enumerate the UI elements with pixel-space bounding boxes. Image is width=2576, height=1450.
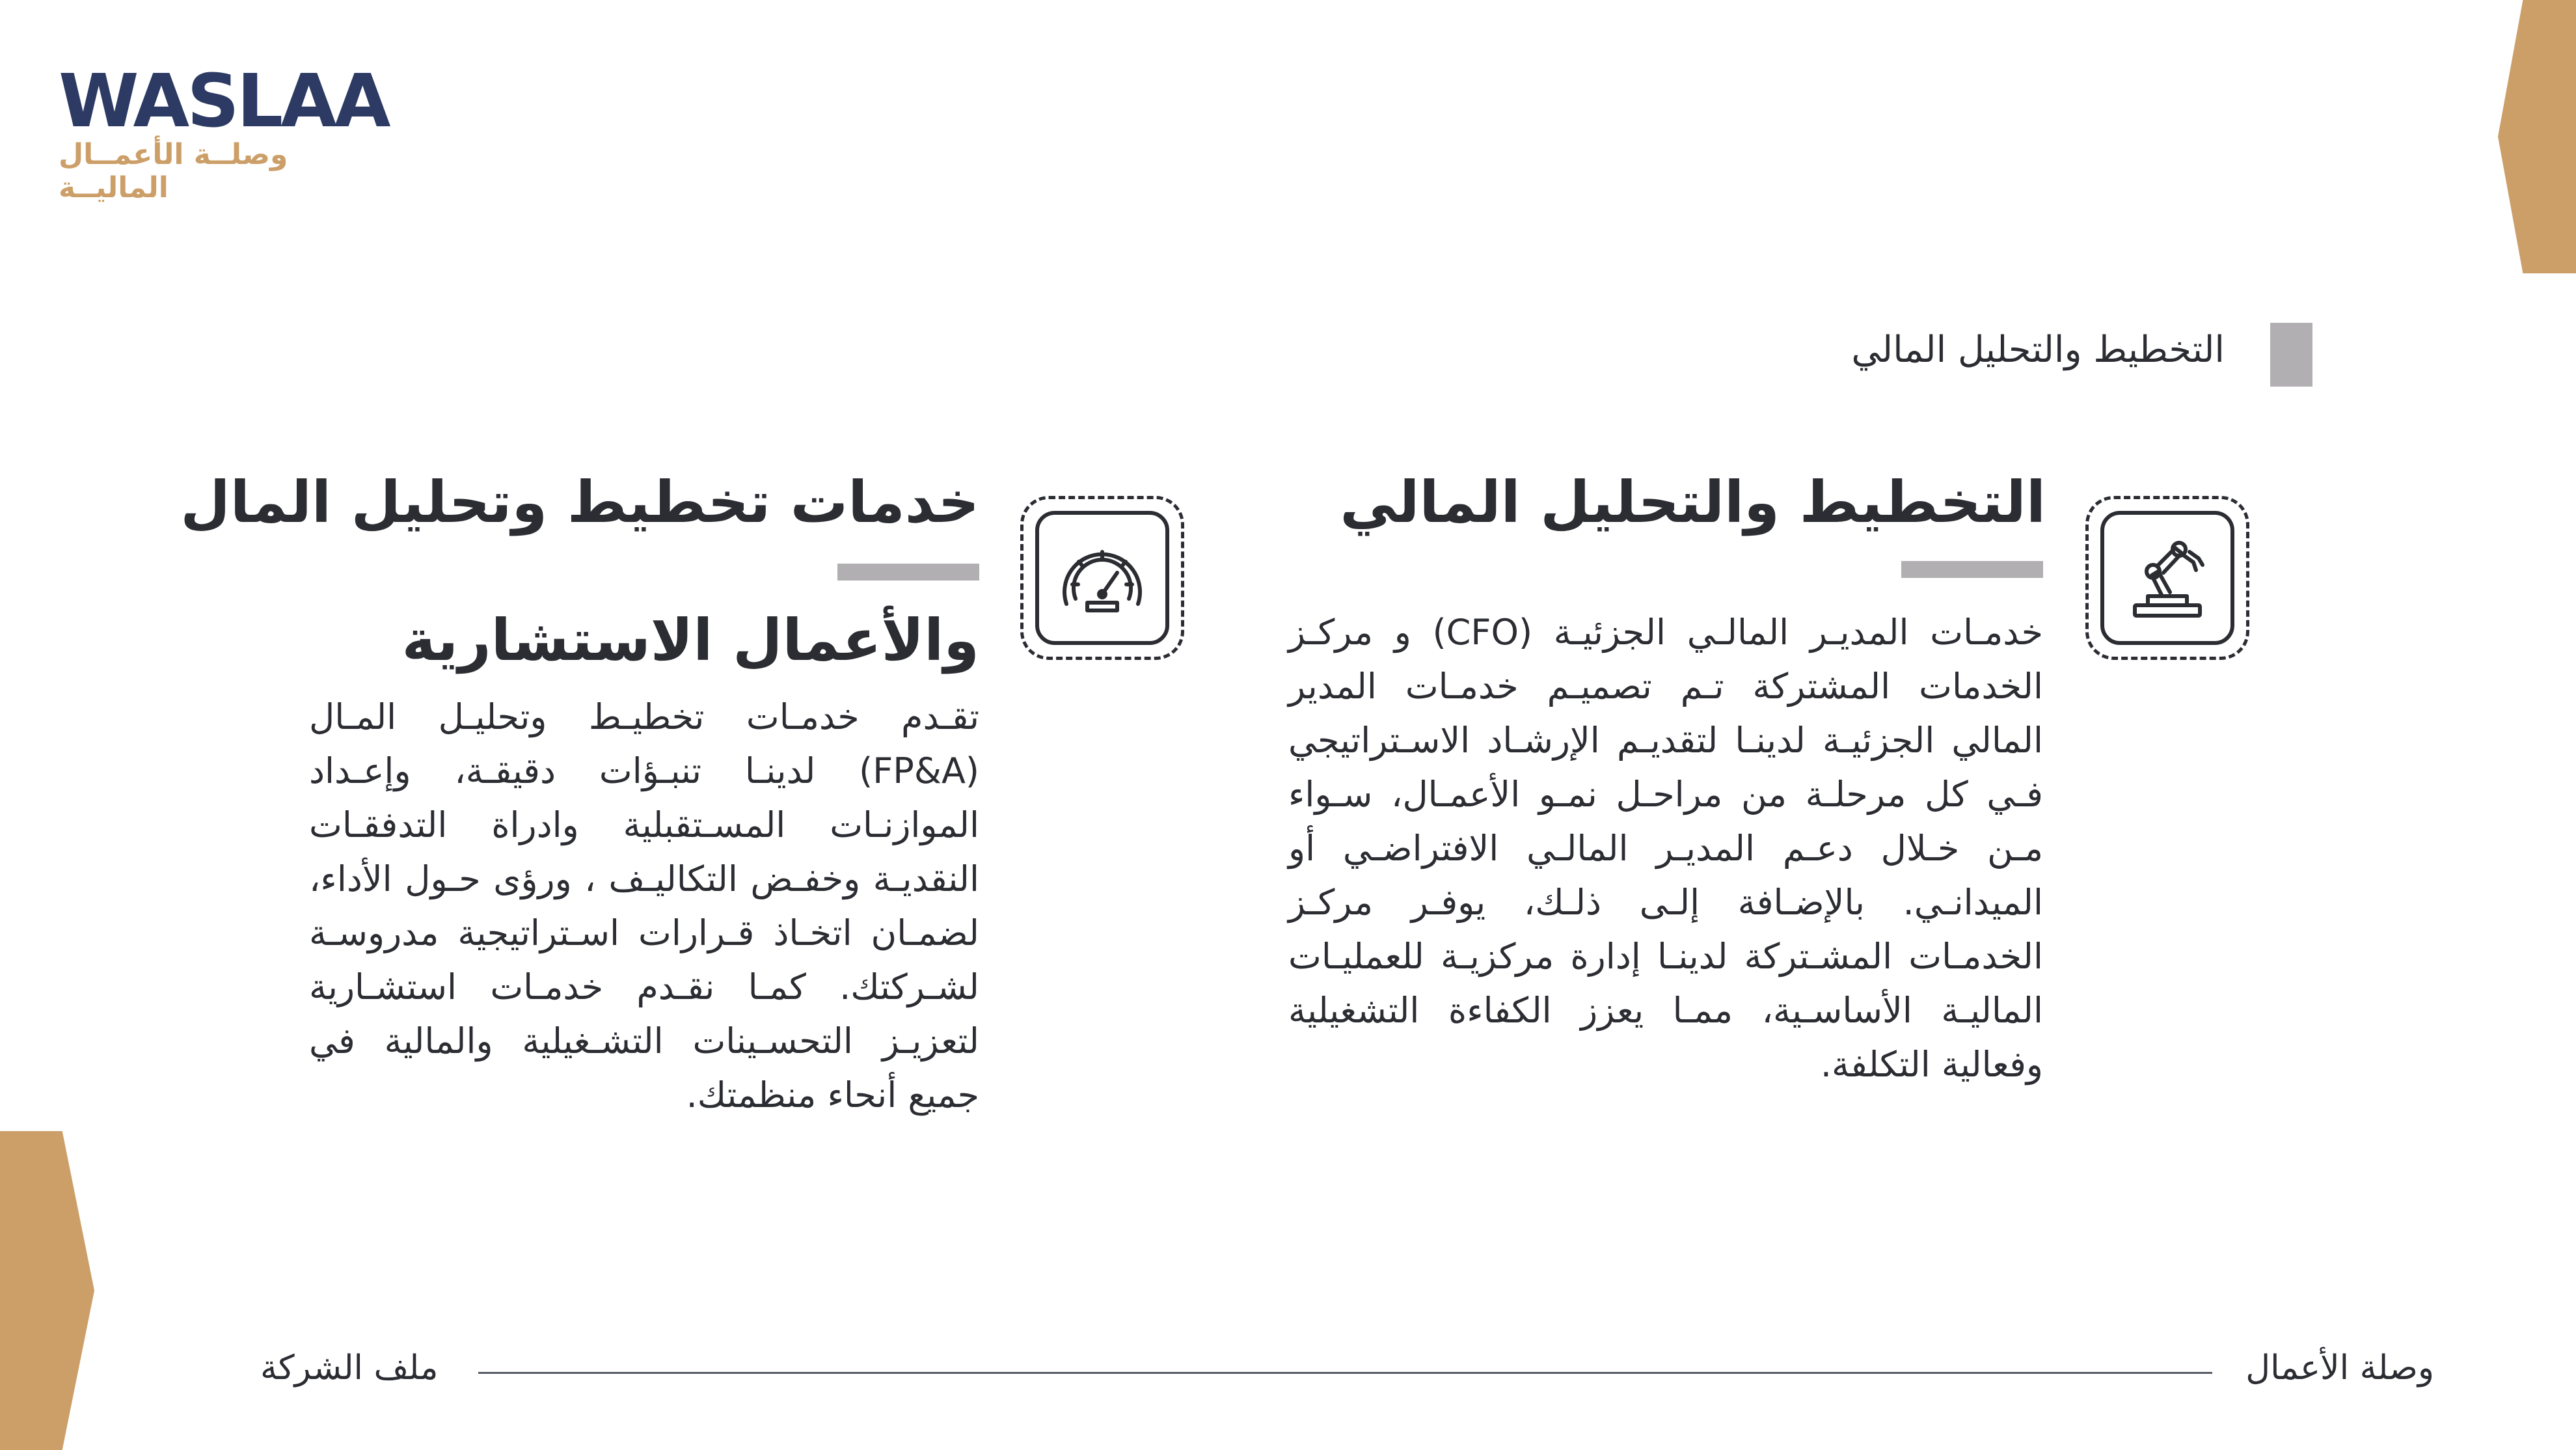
section-marker	[2270, 323, 2312, 387]
decorative-shape-bottom-left	[0, 1131, 94, 1450]
right-block-body: خدمـات المديـر المالـي الجزئيـة (CFO) و مركـز الخدمات المشتركة تـم تصميـم خدمـات المدير المالي الجزئيـة لدينـا لتقديـم الإرشـاد الاسـتراتيجي فـي كل مرحلـة من مراحـل نمـو الأعمـال، سـواء مـن خـلال دعـم المديـر المالـي الافتراضـي أو الميدانـي. بالإضـافة إلـى ذلـك، يوفـر مركـز الخدمـات المشـتركة لدينـا إدارة مركزيـة للعمليـات الماليـة الأساسـية، ممـا يعزز الكفاءة التشغيلية وفعالية التكلفة.	[1288, 612, 2043, 1085]
left-block-heading-line1: خدمات تخطيط وتحليل المال	[180, 469, 979, 536]
left-block-heading-line2: والأعمال الاستشارية	[401, 607, 979, 674]
right-heading-underline	[1901, 561, 2043, 578]
decorative-shape-top-right	[2498, 0, 2576, 273]
robot-arm-icon	[2122, 532, 2213, 623]
section-title: التخطيط والتحليل المالي	[1851, 329, 2225, 371]
logo-subtitle: وصلــة الأعمــال الماليــة	[59, 138, 288, 204]
footer-divider	[478, 1372, 2212, 1374]
speedometer-icon	[1053, 532, 1151, 623]
right-block-heading: التخطيط والتحليل المالي	[1340, 469, 2046, 536]
speedometer-icon-frame	[1020, 496, 1184, 660]
footer-document-name: ملف الشركة	[260, 1348, 439, 1388]
robot-arm-icon-frame	[2085, 496, 2249, 660]
logo-wordmark: WASLAA	[59, 59, 388, 144]
left-block-body: تقـدم خدمـات تخطيـط وتحليـل المـال (FP&A) لدينـا تنبـؤات دقيقـة، وإعـداد الموازنـات المسـتقبلية وادراة التدفقـات النقديـة وخفـض التكاليـف ، ورؤى حـول الأداء، لضمـان اتخـاذ قـرارات اسـتراتيجية مدروسـة لشـركتك. كمـا نقـدم خدمـات استشـارية لتعزيـز التحسـينات التشـغيلية والمالية في جميع أنحاء منظمتك.	[309, 696, 979, 1115]
footer-company-name: وصلة الأعمال	[2245, 1348, 2434, 1388]
left-heading-underline	[837, 564, 979, 581]
company-logo	[59, 59, 388, 204]
